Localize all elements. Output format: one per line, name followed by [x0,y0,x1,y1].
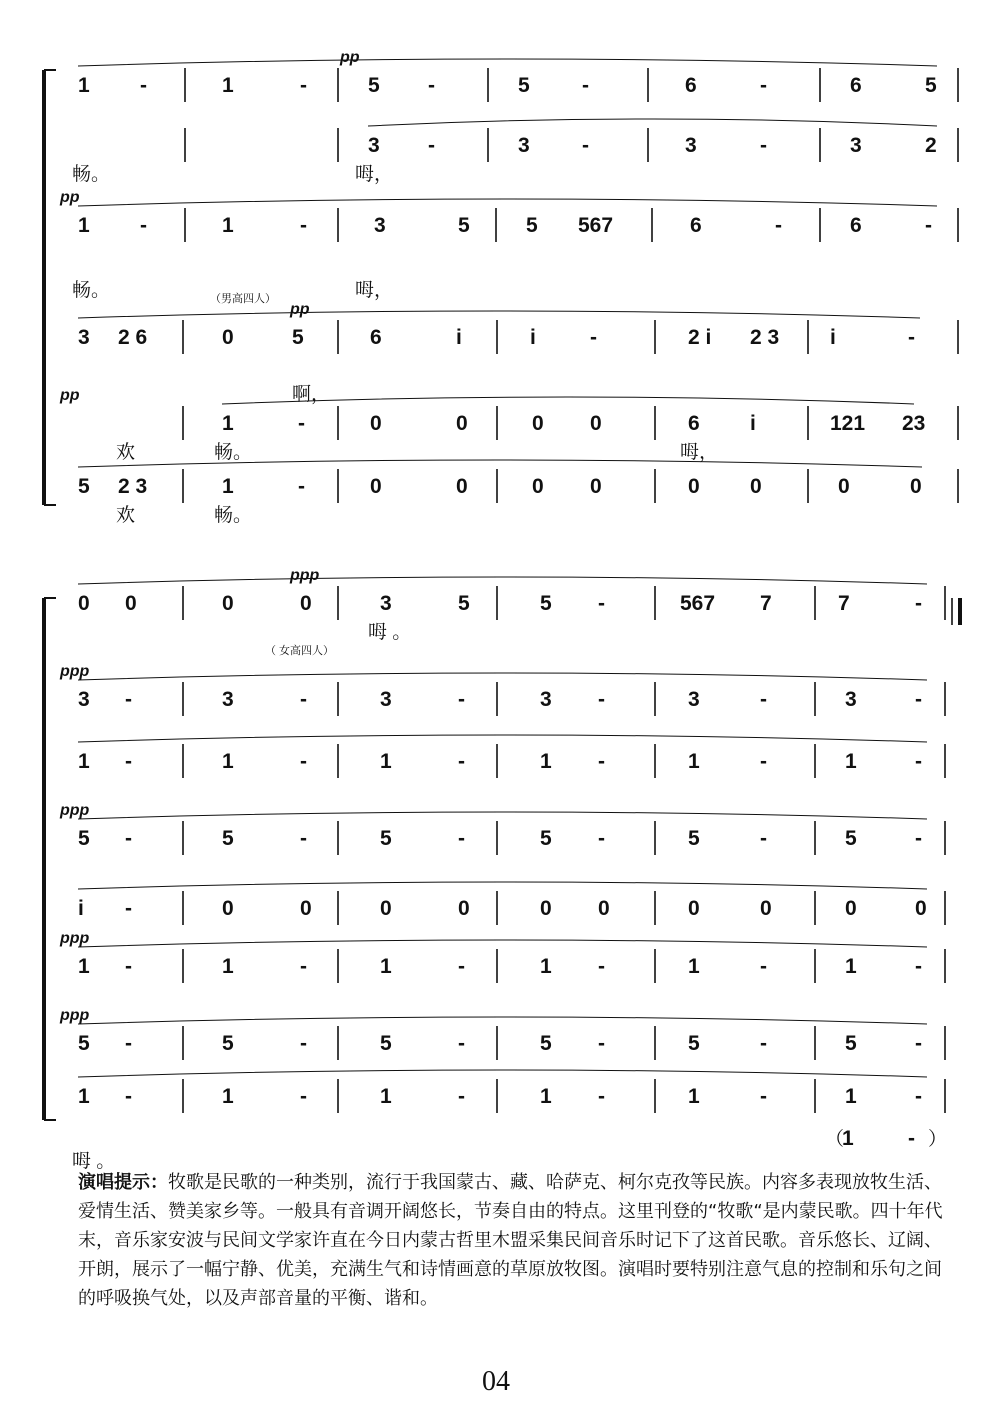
jianpu-note: 1 [78,955,90,978]
jianpu-note: - [125,1032,132,1055]
jianpu-note: 1 [845,750,857,773]
jianpu-note: 0 [598,897,610,920]
jianpu-note: 0 [540,897,552,920]
jianpu-note: - [908,326,915,349]
jianpu-note: 1 [78,750,90,773]
tie-arc [78,1070,927,1077]
lyric-text: 欢 [116,505,136,526]
notes-heading: 演唱提示： [78,1172,168,1193]
dynamic-marking: ppp [60,1007,90,1024]
jianpu-note: - [598,688,605,711]
jianpu-note: - [458,827,465,850]
jianpu-note: 1 [222,475,234,498]
lyric-text: 畅。 [72,164,111,185]
jianpu-note: 6 [688,412,700,435]
jianpu-note: 0 [590,412,602,435]
jianpu-note: 3 [380,688,392,711]
jianpu-note: 1 [540,750,552,773]
jianpu-note: - [598,592,605,615]
jianpu-note: 2 [925,134,937,157]
jianpu-note: 5 [688,1032,700,1055]
jianpu-note: 0 [370,475,382,498]
jianpu-note: - [125,750,132,773]
jianpu-note: - [300,1085,307,1108]
page-number: 04 [482,1366,510,1397]
jianpu-note: 6 [685,74,697,97]
jianpu-note: 5 [368,74,380,97]
jianpu-note: 1 [845,1085,857,1108]
jianpu-note: - [125,1085,132,1108]
jianpu-note: 2 3 [118,475,148,498]
jianpu-note: 5 [222,827,234,850]
tie-arc [78,311,920,318]
jianpu-note: - [598,750,605,773]
jianpu-note: 1 [380,750,392,773]
jianpu-note: 1 [380,1085,392,1108]
jianpu-note: - [598,1032,605,1055]
jianpu-note: - [458,955,465,978]
jianpu-note: 3 [374,214,386,237]
tie-arc [78,577,927,584]
dynamic-marking: ppp [60,930,90,947]
jianpu-note: 0 [370,412,382,435]
jianpu-note: 3 [518,134,530,157]
tie-arc [78,882,927,889]
jianpu-note: 1 [222,74,234,97]
jianpu-note: - [298,412,305,435]
jianpu-note: 23 [902,412,926,435]
jianpu-note: 1 [222,1085,234,1108]
jianpu-note: 3 [222,688,234,711]
jianpu-note: 3 [850,134,862,157]
jianpu-note: 1 [688,750,700,773]
jianpu-note: - [915,592,922,615]
jianpu-note: - [125,955,132,978]
jianpu-note: - [915,955,922,978]
jianpu-note: 1 [380,955,392,978]
jianpu-note: 3 [78,326,90,349]
jianpu-note: - [300,688,307,711]
jianpu-note: - [458,1085,465,1108]
jianpu-note: 5 [540,1032,552,1055]
jianpu-note: - [760,1085,767,1108]
jianpu-note: - [915,750,922,773]
dynamic-marking: ppp [60,802,90,819]
tie-arc [78,1017,927,1024]
jianpu-note: 1 [845,955,857,978]
jianpu-note: 1 [78,74,90,97]
lyric-text: 呣， [355,164,394,185]
jianpu-note: - [125,688,132,711]
jianpu-note: 6 [850,214,862,237]
jianpu-note: 1 [540,955,552,978]
tie-arc [78,673,927,680]
jianpu-note: 0 [300,592,312,615]
jianpu-note: 0 [125,592,137,615]
lyric-text: 畅。 [214,442,253,463]
jianpu-note: 5 [292,326,304,349]
jianpu-note: 0 [760,897,772,920]
performance-notes [78,1168,958,1313]
jianpu-note: 6 [850,74,862,97]
jianpu-note: 5 [222,1032,234,1055]
jianpu-note: 5 [925,74,937,97]
jianpu-note: 121 [830,412,866,435]
jianpu-note: - [760,827,767,850]
jianpu-note: 5 [78,827,90,850]
jianpu-note: 5 [540,827,552,850]
jianpu-note: 5 [380,827,392,850]
jianpu-note: - [915,1085,922,1108]
voice-label: （ 女高四人） [265,645,335,657]
jianpu-note: 0 [222,592,234,615]
jianpu-note: i [78,897,84,920]
tail-dash: - [908,1127,915,1150]
jianpu-note: 567 [578,214,614,237]
jianpu-note: - [458,1032,465,1055]
tie-arc [78,812,927,819]
tail-note: 1 [842,1127,854,1150]
jianpu-note: - [598,1085,605,1108]
jianpu-note: - [760,688,767,711]
tail-close-paren: ） [928,1129,948,1150]
jianpu-note: - [598,827,605,850]
jianpu-note: 2 i [688,326,712,349]
jianpu-note: - [582,134,589,157]
jianpu-note: 5 [518,74,530,97]
jianpu-note: 0 [300,897,312,920]
lyric-text: 欢 [116,442,136,463]
jianpu-note: - [125,827,132,850]
jianpu-note: 5 [458,592,470,615]
tie-arc [368,119,937,126]
jianpu-note: 0 [456,412,468,435]
jianpu-note: - [458,750,465,773]
jianpu-note: 1 [688,955,700,978]
lyric-text: 呣 。 [72,1151,116,1172]
jianpu-note: 1 [222,750,234,773]
jianpu-note: 3 [540,688,552,711]
jianpu-note: 0 [688,897,700,920]
dynamic-marking: ppp [60,663,90,680]
jianpu-note: - [300,750,307,773]
jianpu-note: 0 [380,897,392,920]
jianpu-note: 5 [78,1032,90,1055]
lyric-text: 呣， [355,280,394,301]
tie-arc [78,199,937,206]
jianpu-note: 0 [688,475,700,498]
jianpu-note: - [760,955,767,978]
dynamic-marking: pp [290,301,310,318]
jianpu-note: - [775,214,782,237]
jianpu-note: 0 [750,475,762,498]
jianpu-note: - [915,1032,922,1055]
jianpu-note: i [530,326,536,349]
jianpu-note: 7 [838,592,850,615]
jianpu-note: - [582,74,589,97]
jianpu-note: 0 [532,475,544,498]
jianpu-note: - [598,955,605,978]
jianpu-note: 0 [222,897,234,920]
jianpu-note: 1 [222,412,234,435]
jianpu-note: - [298,475,305,498]
jianpu-note: - [760,750,767,773]
jianpu-note: - [300,1032,307,1055]
jianpu-note: i [750,412,756,435]
jianpu-note: 0 [456,475,468,498]
jianpu-note: 1 [222,214,234,237]
jianpu-note: 5 [458,214,470,237]
jianpu-note: 567 [680,592,716,615]
jianpu-note: 1 [78,1085,90,1108]
jianpu-note: 5 [688,827,700,850]
jianpu-note: 0 [915,897,927,920]
notes-body: 牧歌是民歌的一种类别，流行于我国蒙古、藏、哈萨克、柯尔克孜等民族。内容多表现放牧生活、爱情生活、赞美家乡等。一般具有音调开阔悠长，节奏自由的特点。这里刊登的“牧歌“是内蒙民歌。四十年代末，音乐家安波与民间文学家许直在今日内蒙古哲里木盟采集民间音乐时记下了这首民歌。音乐悠长、辽阔、开朗，展示了一幅宁静、优美，充满生气和诗情画意的草原放牧图。演唱时要特别注意气息的控制和乐句之间的呼吸换气处，以及声部音量的平衡、谐和。 [78,1172,943,1309]
jianpu-note: - [760,1032,767,1055]
jianpu-note: i [456,326,462,349]
jianpu-note: 6 [690,214,702,237]
jianpu-note: - [760,134,767,157]
jianpu-note: - [300,74,307,97]
jianpu-note: 0 [532,412,544,435]
jianpu-note: 0 [78,592,90,615]
jianpu-note: 3 [845,688,857,711]
jianpu-note: 5 [540,592,552,615]
jianpu-note: 3 [685,134,697,157]
dynamic-marking: pp [340,49,360,66]
tail-open-paren: （ [825,1129,845,1150]
lyric-text: 呣， [680,442,719,463]
jianpu-note: - [915,688,922,711]
jianpu-note: 0 [590,475,602,498]
dynamic-marking: pp [60,387,80,404]
jianpu-note: 7 [760,592,772,615]
jianpu-note: 1 [222,955,234,978]
jianpu-note: 1 [540,1085,552,1108]
jianpu-note: 2 6 [118,326,148,349]
jianpu-note: - [140,74,147,97]
jianpu-note: - [428,74,435,97]
lyric-text: 啊， [292,384,331,405]
jianpu-note: 0 [838,475,850,498]
jianpu-note: - [300,214,307,237]
dynamic-marking: pp [60,189,80,206]
jianpu-note: 3 [688,688,700,711]
jianpu-note: 5 [380,1032,392,1055]
dynamic-marking: ppp [290,567,320,584]
tie-arc [78,735,927,742]
jianpu-note: 0 [910,475,922,498]
voice-label: （男高四人） [210,293,276,305]
jianpu-note: - [760,74,767,97]
lyric-text: 畅。 [214,505,253,526]
jianpu-note: 5 [845,1032,857,1055]
jianpu-note: 5 [845,827,857,850]
lyric-text: 畅。 [72,280,111,301]
tie-arc [78,940,927,947]
jianpu-note: - [458,688,465,711]
jianpu-note: i [830,326,836,349]
jianpu-note: 0 [222,326,234,349]
jianpu-note: - [125,897,132,920]
tie-arc [78,59,937,66]
jianpu-note: 1 [78,214,90,237]
jianpu-note: 5 [526,214,538,237]
jianpu-note: 0 [845,897,857,920]
lyric-text: 呣 。 [368,622,412,643]
jianpu-note: - [300,955,307,978]
tie-arc [78,460,922,467]
jianpu-note: 2 3 [750,326,780,349]
jianpu-note: - [915,827,922,850]
jianpu-note: 3 [368,134,380,157]
jianpu-note: 3 [380,592,392,615]
jianpu-note: 1 [688,1085,700,1108]
jianpu-note: - [300,827,307,850]
jianpu-note: 6 [370,326,382,349]
jianpu-note: 3 [78,688,90,711]
jianpu-note: - [428,134,435,157]
jianpu-note: 5 [78,475,90,498]
jianpu-note: - [925,214,932,237]
jianpu-note: - [140,214,147,237]
jianpu-note: - [590,326,597,349]
jianpu-note: 0 [458,897,470,920]
